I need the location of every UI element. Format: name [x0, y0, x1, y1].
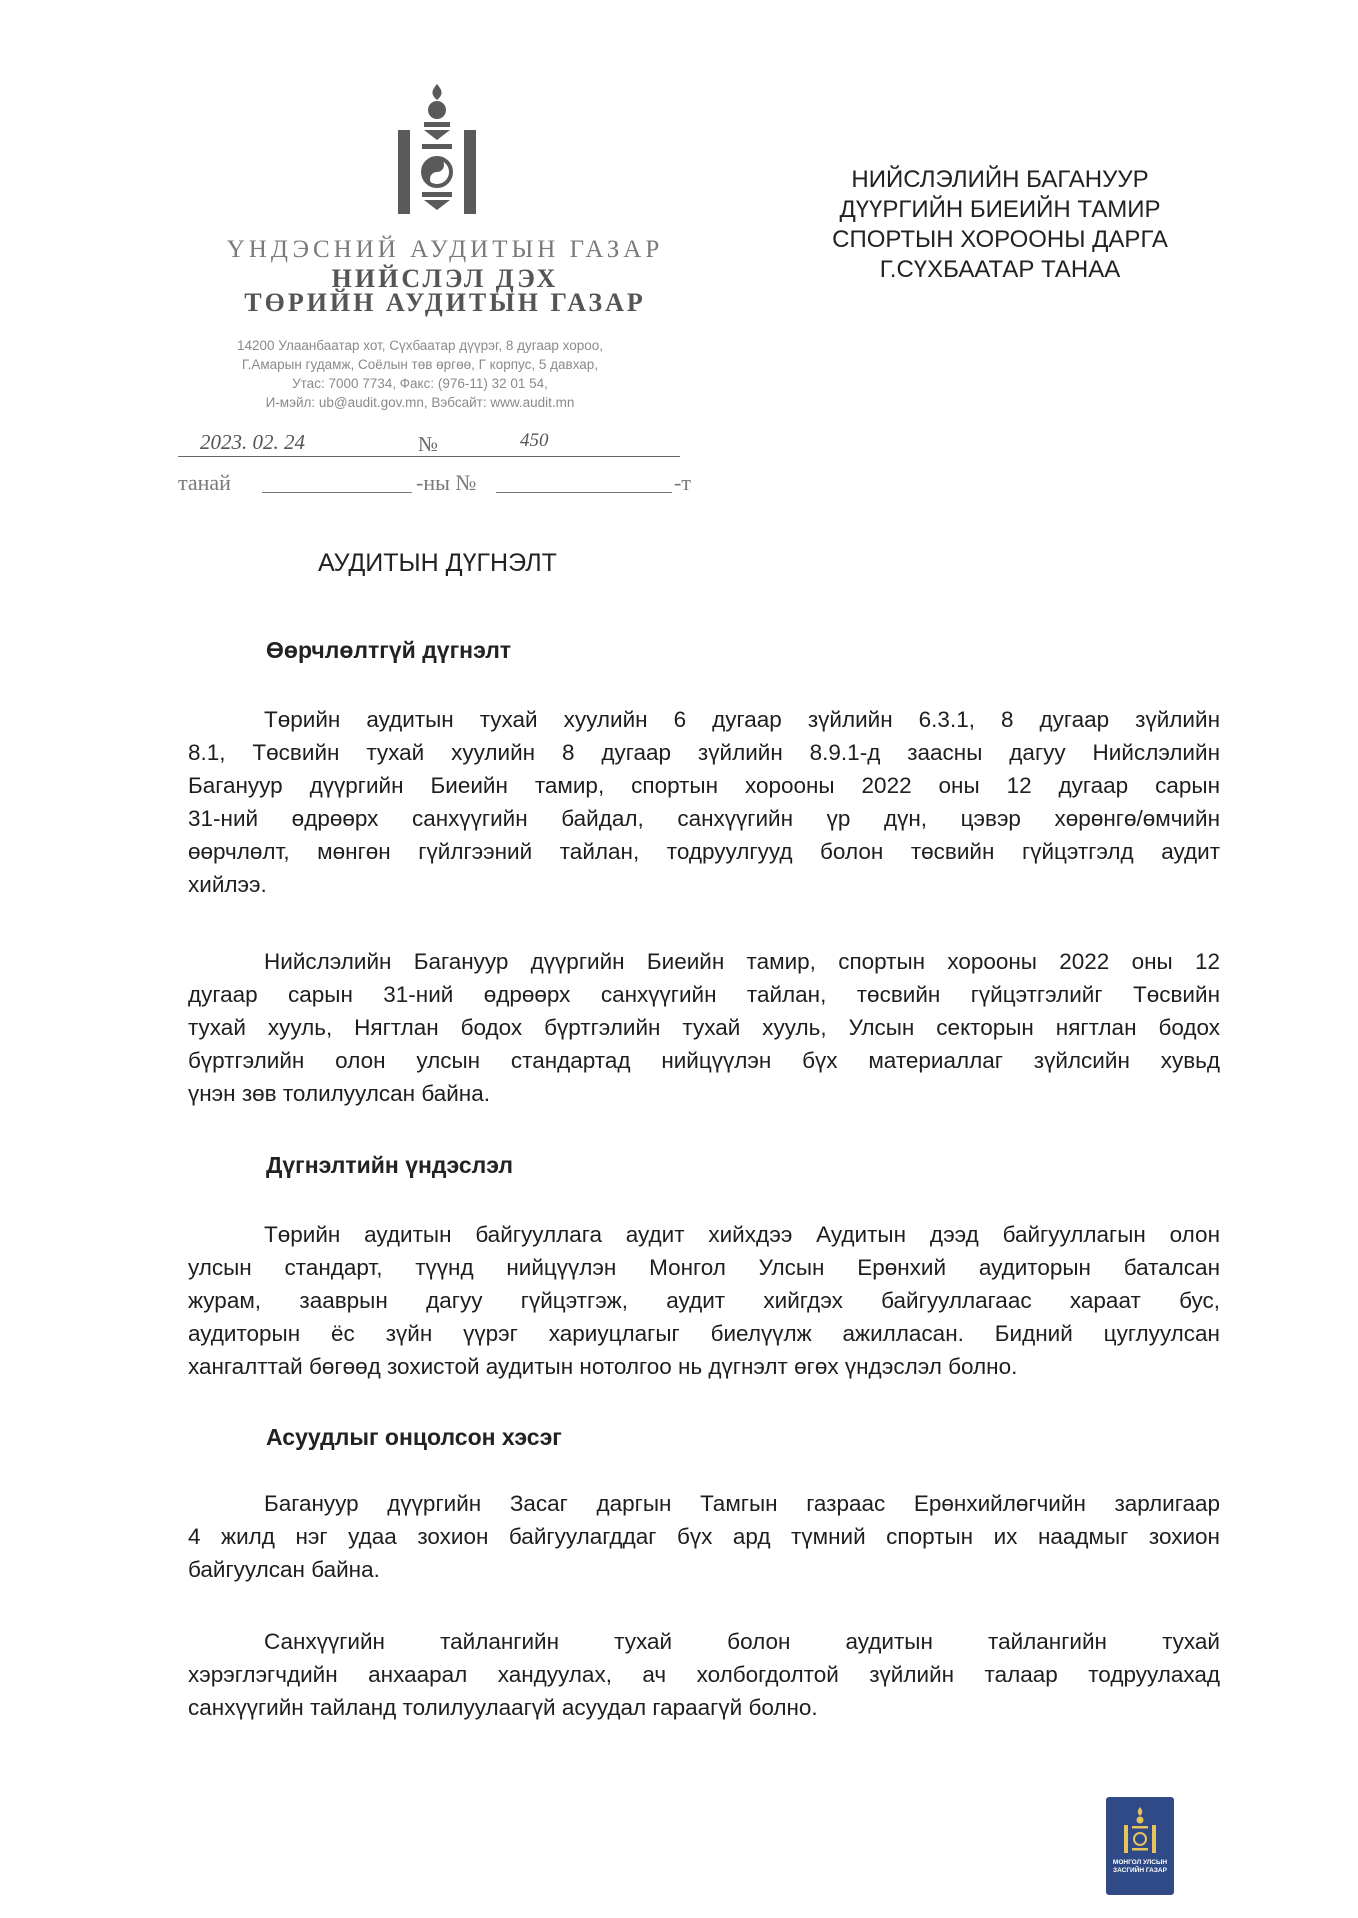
paragraph-line: байгуулсан байна.: [188, 1557, 380, 1582]
paragraph-line: 4 жилд нэг удаа зохион байгуулагддаг бүх ард түмний спортын их наадмыг зохион: [188, 1524, 1220, 1549]
paragraph-line: хэрэглэгчдийн анхаарал хандуулах, ач холбогдолтой зүйлийн талаар тодруулахад: [188, 1662, 1220, 1687]
paragraph-line: өөрчлөлт, мөнгөн гүйлгээний тайлан, тодруулгууд болон төсвийн гүйцэтгэлд аудит: [188, 839, 1220, 864]
org-name-line2: НИЙСЛЭЛ ДЭХ: [331, 264, 559, 293]
t-suffix-label: -т: [674, 470, 691, 495]
paragraph-line: Төрийн аудитын байгууллага аудит хийхдээ Аудитын дээд байгууллагын олон: [264, 1222, 1220, 1247]
recipient-line: ДҮҮРГИЙН БИЕИЙН ТАМИР: [839, 196, 1161, 223]
paragraph-line: бүртгэлийн олон улсын стандартад нийцүүлэн бүх материаллаг зүйлсийн хувьд: [188, 1048, 1220, 1073]
paragraph-line: Нийслэлийн Багануур дүүргийн Биеийн тамир, спортын хорооны 2022 оны 12: [264, 949, 1220, 974]
paragraph-line: Төрийн аудитын тухай хуулийн 6 дугаар зүйлийн 6.3.1, 8 дугаар зүйлийн: [264, 707, 1220, 732]
reference-date: 2023. 02. 24: [200, 430, 305, 454]
tanai-label: танай: [178, 470, 231, 495]
paragraph: [188, 1487, 1220, 1586]
paragraph: [188, 1625, 1220, 1724]
section-heading-opinion: Өөрчлөлтгүй дүгнэлт: [266, 637, 512, 663]
logo-caption-line: МОНГОЛ УЛСЫН: [1112, 1859, 1168, 1866]
document-title: АУДИТЫН ДҮГНЭЛТ: [318, 549, 557, 577]
address-line: Г.Амарын гудамж, Соёлын төв өргөө, Г корпус, 5 давхар,: [241, 357, 599, 372]
incoming-reference-line: [178, 470, 691, 500]
paragraph-line: Багануур дүүргийн Засаг даргын Тамгын газраас Ерөнхийлөгчийн зарлигаар: [264, 1491, 1220, 1516]
paragraph-line: тухай хууль, Нягтлан бодох бүртгэлийн тухай хууль, Улсын секторын нягтлан бодох: [188, 1015, 1220, 1040]
soyombo-small-icon: [1120, 1805, 1160, 1855]
blank-line: [496, 492, 672, 493]
paragraph-line: Санхүүгийн тайлангийн тухай болон аудитын тайлангийн тухай: [264, 1629, 1220, 1654]
blank-line: [262, 492, 412, 493]
logo-caption-line: ЗАСГИЙН ГАЗАР: [1113, 1867, 1167, 1874]
reference-number-label: №: [418, 432, 439, 456]
recipient-line: СПОРТЫН ХОРООНЫ ДАРГА: [832, 226, 1168, 253]
paragraph-line: 31-ний өдрөөрх санхүүгийн байдал, санхүүгийн үр дүн, цэвэр хөрөнгө/өмчийн: [188, 806, 1220, 831]
paragraph-line: аудиторын ёс зүйн үүрэг хариуцлагыг биелүүлж ажилласан. Бидний цуглуулсан: [188, 1321, 1220, 1346]
logo-caption: [1106, 1859, 1174, 1875]
recipient-line: НИЙСЛЭЛИЙН БАГАНУУР: [851, 166, 1149, 193]
paragraph-line: улсын стандарт, түүнд нийцүүлэн Монгол Улсын Ерөнхий аудиторын баталсан: [188, 1255, 1220, 1280]
section-heading-emphasis: Асуудлыг онцолсон хэсэг: [266, 1424, 562, 1450]
ny-number-label: -ны №: [416, 470, 477, 495]
paragraph-line: дугаар сарын 31-ний өдрөөрх санхүүгийн тайлан, төсвийн гүйцэтгэлийг Төсвийн: [188, 982, 1220, 1007]
paragraph-line: 8.1, Төсвийн тухай хуулийн 8 дугаар зүйлийн 8.9.1-д заасны дагуу Нийслэлийн: [188, 740, 1220, 765]
reference-number: 450: [520, 430, 549, 451]
paragraph-line: үнэн зөв толилуулсан байна.: [188, 1081, 490, 1106]
org-name-line3: ТӨРИЙН АУДИТЫН ГАЗАР: [244, 288, 646, 317]
contact-line: Утас: 7000 7734, Факс: (976-11) 32 01 54,: [292, 376, 548, 391]
government-logo: [1106, 1797, 1174, 1895]
paragraph-line: Багануур дүүргийн Биеийн тамир, спортын хорооны 2022 оны 12 дугаар сарын: [188, 773, 1220, 798]
paragraph: [188, 703, 1220, 901]
paragraph-line: хангалттай бөгөөд зохистой аудитын нотолгоо нь дүгнэлт өгөх үндэслэл болно.: [188, 1354, 1018, 1379]
paragraph-line: журам, зааврын дагуу гүйцэтгэж, аудит хийгдэх байгууллагаас хараат бус,: [188, 1288, 1220, 1313]
org-name-line1: ҮНДЭСНИЙ АУДИТЫН ГАЗАР: [226, 236, 664, 263]
recipient-block: [790, 165, 1210, 285]
soyombo-emblem-icon: [392, 80, 482, 220]
recipient-line: Г.СҮХБААТАР ТАНАА: [879, 256, 1121, 283]
address-line: 14200 Улаанбаатар хот, Сүхбаатар дүүрэг, 8 дугаар хороо,: [236, 338, 603, 353]
email-web-line: И-мэйл: ub@audit.gov.mn, Вэбсайт: www.audit.mn: [265, 395, 575, 410]
paragraph: [188, 1218, 1220, 1383]
paragraph: [188, 945, 1220, 1110]
paragraph-line: санхүүгийн тайланд толилуулаагүй асуудал гараагүй болно.: [188, 1695, 818, 1720]
paragraph-line: хийлээ.: [188, 872, 267, 897]
section-heading-basis: Дүгнэлтийн үндэслэл: [266, 1152, 514, 1178]
